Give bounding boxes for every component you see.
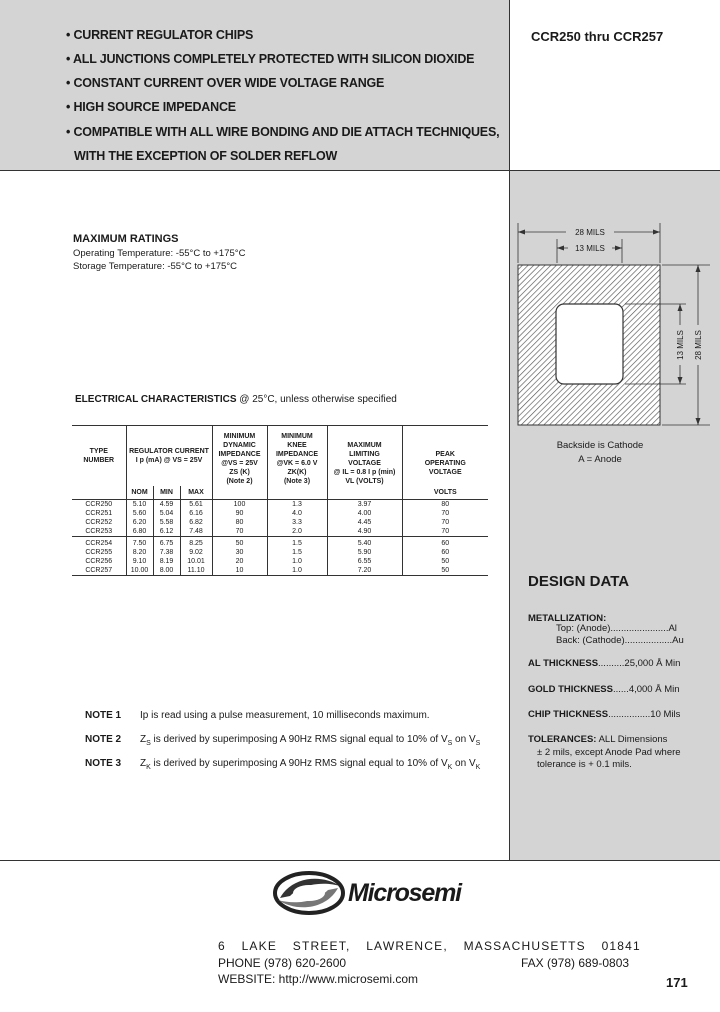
table-cell: 5.58 [153,518,180,527]
electrical-characteristics-table [72,425,488,576]
table-cell: 1.0 [267,566,327,576]
table-row [72,557,488,566]
col-regulator-current: REGULATOR CURRENT I p (mA) @ VS = 25V [126,426,212,487]
design-data-title: DESIGN DATA [528,573,630,590]
note-3-label: NOTE 3 [85,758,122,769]
table-cell: 1.5 [267,548,327,557]
phone-number: PHONE (978) 620-2600 [218,956,347,970]
inner-width-label: 13 MILS [575,244,605,253]
footer-divider [0,860,720,861]
table-cell: 5.40 [327,536,402,548]
note-2-label: NOTE 2 [85,734,122,745]
table-cell: 6.16 [180,509,212,518]
col-nom: NOM [126,486,153,499]
anode-caption: A = Anode [578,454,622,465]
col-volts: VOLTS [402,486,488,499]
operating-temp: Operating Temperature: -55°C to +175°C [73,248,246,259]
microsemi-wordmark: Microsemi [348,879,461,907]
table-cell: 90 [212,509,267,518]
elec-char-heading [75,394,397,405]
col-limiting-voltage: MAXIMUM LIMITING VOLTAGE @ IL = 0.8 I p (min) VL (VOLTS) [327,426,402,487]
table-cell: 6.82 [180,518,212,527]
table-body [72,499,488,575]
table-cell: 50 [402,557,488,566]
table-cell: 2.0 [267,527,327,537]
table-cell: 9.02 [180,548,212,557]
table-cell: 30 [212,548,267,557]
elec-char-subtitle: @ 25°C, unless otherwise specified [236,394,397,405]
table-cell: 7.38 [153,548,180,557]
page-number: 171 [666,975,688,990]
feature-5-continued: WITH THE EXCEPTION OF SOLDER REFLOW [74,149,338,163]
metallization-top: Top: (Anode)......................Al [556,623,677,634]
table-cell: 70 [402,509,488,518]
outer-width-label: 28 MILS [575,228,605,237]
microsemi-logo-icon [272,868,346,918]
table-cell: 50 [212,536,267,548]
table-cell: 7.48 [180,527,212,537]
table-cell: 6.20 [126,518,153,527]
table-cell: 100 [212,499,267,509]
inner-height-label: 13 MILS [676,330,685,360]
table-cell: 11.10 [180,566,212,576]
table-row [72,536,488,548]
table-cell: 6.55 [327,557,402,566]
max-ratings-title: MAXIMUM RATINGS [73,233,179,245]
table-cell: 5.10 [126,499,153,509]
table-cell: 50 [402,566,488,576]
chip-outline-diagram [510,215,720,430]
feature-4: • HIGH SOURCE IMPEDANCE [66,100,236,114]
table-cell: 70 [402,518,488,527]
note-3-text: $Z_K$ is derived by superimposing A 90Hz RMS signal equal to 10% of $V_K$ on $V_K$ [140,758,481,771]
backside-caption: Backside is Cathode [556,440,644,451]
table-cell: 5.60 [126,509,153,518]
table-row [72,527,488,537]
table-cell: 20 [212,557,267,566]
vertical-divider [509,0,510,860]
table-cell: CCR257 [72,566,126,576]
table-cell: 60 [402,548,488,557]
col-peak-voltage: PEAK OPERATING VOLTAGE [402,426,488,487]
table-cell: CCR251 [85,509,113,517]
table-cell: 6.12 [153,527,180,537]
table-cell: 4.45 [327,518,402,527]
table-cell: 10.00 [126,566,153,576]
metallization-label: METALLIZATION: [528,613,607,624]
table-cell: 5.04 [153,509,180,518]
fax-number: FAX (978) 689-0803 [521,956,630,970]
table-row [72,509,488,518]
website: WEBSITE: http://www.microsemi.com [218,972,419,986]
table-row [72,566,488,576]
note-1-text: Ip is read using a pulse measurement, 10 milliseconds maximum. [140,710,430,721]
table-cell: 6.75 [153,536,180,548]
col-type: TYPE NUMBER [72,426,126,487]
note-1-label: NOTE 1 [85,710,122,721]
table-cell: 6.80 [126,527,153,537]
col-min: MIN [153,486,180,499]
table-cell: 8.19 [153,557,180,566]
table-row [72,548,488,557]
storage-temp: Storage Temperature: -55°C to +175°C [73,261,238,272]
col-max: MAX [180,486,212,499]
chip-thickness: CHIP THICKNESS................10 Mils [528,709,681,720]
table-cell: 80 [402,499,488,509]
table-cell: CCR253 [72,527,126,537]
table-cell: 5.90 [327,548,402,557]
table-cell: 5.61 [180,499,212,509]
table-cell: 1.5 [267,536,327,548]
table-cell: 3.97 [327,499,402,509]
table-cell: 70 [212,527,267,537]
table-cell: CCR250 [85,500,113,508]
table-cell: 4.00 [327,509,402,518]
feature-3: • CONSTANT CURRENT OVER WIDE VOLTAGE RANGE [66,76,385,90]
part-range-title: CCR250 thru CCR257 [531,29,664,44]
table-cell: 10 [212,566,267,576]
address: 6 LAKE STREET, LAWRENCE, MASSACHUSETTS 01841 [218,939,641,953]
table-cell: 8.25 [180,536,212,548]
feature-1: • CURRENT REGULATOR CHIPS [66,28,254,42]
table-cell: 60 [402,536,488,548]
table-cell: 80 [212,518,267,527]
table-cell: CCR254 [85,539,113,547]
table-cell: 8.20 [126,548,153,557]
table-cell: 9.10 [126,557,153,566]
col-knee-impedance: MINIMUM KNEE IMPEDANCE @VK = 6.0 V ZK(K) (Note 3) [267,426,327,487]
table-cell: 1.3 [267,499,327,509]
col-dynamic-impedance: MINIMUM DYNAMIC IMPEDANCE @VS = 25V ZS (K) (Note 2) [212,426,267,487]
table-row [72,518,488,527]
table-cell: 70 [402,527,488,537]
table-cell: 4.0 [267,509,327,518]
table-cell: 7.20 [327,566,402,576]
table-cell: 10.01 [180,557,212,566]
table-cell: 3.3 [267,518,327,527]
table-cell: 4.90 [327,527,402,537]
note-2-text: $Z_S$ is derived by superimposing A 90Hz RMS signal equal to 10% of $V_S$ on $V_S$ [140,734,481,747]
tolerances-line-2: ± 2 mils, except Anode Pad where [537,747,681,758]
tolerances: TOLERANCES: ALL Dimensions [528,734,668,745]
elec-char-title: ELECTRICAL CHARACTERISTICS [75,394,237,405]
table-cell: CCR256 [85,557,113,565]
gold-thickness: GOLD THICKNESS......4,000 Å Min [528,684,680,695]
table-cell: 8.00 [153,566,180,576]
table-cell: 1.0 [267,557,327,566]
tolerances-line-3: tolerance is + 0.1 mils. [537,759,632,770]
feature-2: • ALL JUNCTIONS COMPLETELY PROTECTED WITH SILICON DIOXIDE [66,52,475,66]
table-cell: 7.50 [126,536,153,548]
feature-5: • COMPATIBLE WITH ALL WIRE BONDING AND DIE ATTACH TECHNIQUES, [66,125,500,139]
header-divider [0,170,720,171]
metallization-back: Back: (Cathode)..................Au [556,635,684,646]
outer-height-label: 28 MILS [694,330,703,360]
al-thickness: AL THICKNESS..........25,000 Å Min [528,658,681,669]
table-row [72,499,488,509]
table-cell: CCR252 [85,518,113,526]
table-cell: 4.59 [153,499,180,509]
table-cell: CCR255 [85,548,113,556]
